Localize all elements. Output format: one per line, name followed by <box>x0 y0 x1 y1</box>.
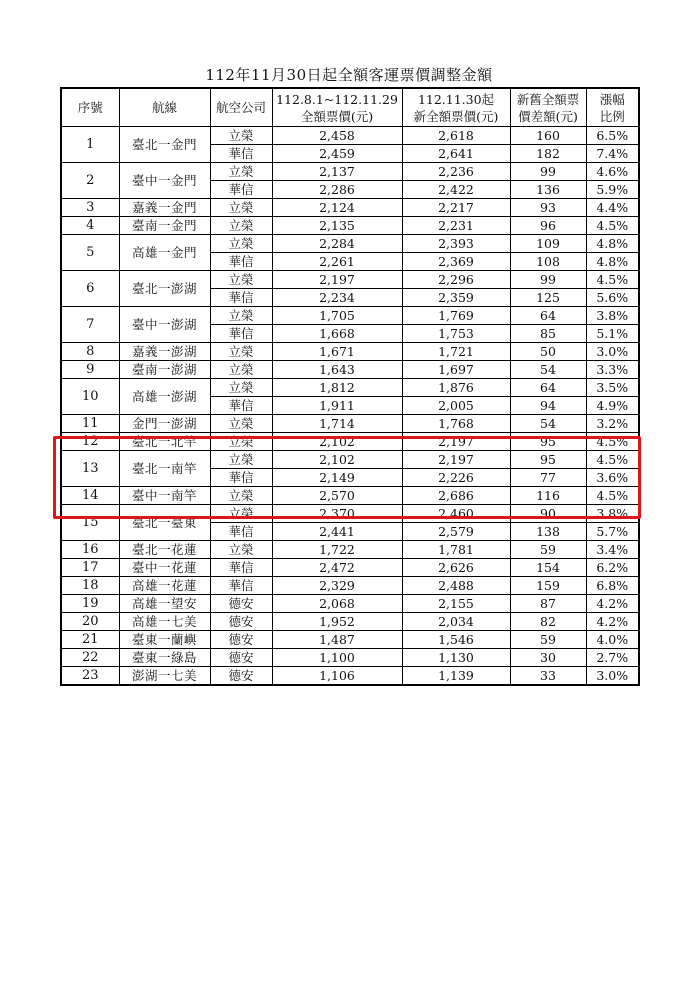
route-cell: 臺北一金門 <box>119 127 210 163</box>
seq-cell: 23 <box>61 667 119 686</box>
airline-cell: 立榮 <box>210 235 272 253</box>
old-fare-cell: 2,068 <box>272 595 402 613</box>
seq-cell: 14 <box>61 487 119 505</box>
new-fare-cell: 2,296 <box>402 271 510 289</box>
table-row <box>61 451 639 469</box>
ratio-cell: 4.5% <box>586 433 639 451</box>
airline-cell: 德安 <box>210 667 272 686</box>
airline-cell: 立榮 <box>210 361 272 379</box>
new-fare-cell: 1,768 <box>402 415 510 433</box>
ratio-cell: 4.0% <box>586 631 639 649</box>
difference-cell: 138 <box>510 523 586 541</box>
difference-cell: 54 <box>510 415 586 433</box>
old-fare-cell: 1,812 <box>272 379 402 397</box>
ratio-cell: 3.8% <box>586 505 639 523</box>
old-fare-cell: 2,102 <box>272 433 402 451</box>
airline-cell: 立榮 <box>210 415 272 433</box>
header-old-fare-line2: 全額票價(元) <box>300 108 374 124</box>
airline-cell: 立榮 <box>210 163 272 181</box>
table-row <box>61 271 639 289</box>
old-fare-cell: 2,284 <box>272 235 402 253</box>
seq-cell: 11 <box>61 415 119 433</box>
ratio-cell: 4.8% <box>586 235 639 253</box>
old-fare-cell: 1,487 <box>272 631 402 649</box>
difference-cell: 125 <box>510 289 586 307</box>
difference-cell: 85 <box>510 325 586 343</box>
table-row <box>61 631 639 649</box>
airline-cell: 立榮 <box>210 505 272 523</box>
ratio-cell: 3.5% <box>586 379 639 397</box>
difference-cell: 99 <box>510 271 586 289</box>
header-airline: 航空公司 <box>210 88 272 127</box>
route-cell: 高雄一望安 <box>119 595 210 613</box>
old-fare-cell: 1,722 <box>272 541 402 559</box>
table-row <box>61 379 639 397</box>
difference-cell: 59 <box>510 541 586 559</box>
seq-cell: 16 <box>61 541 119 559</box>
airline-cell: 立榮 <box>210 217 272 235</box>
header-increase-ratio <box>586 88 639 127</box>
ratio-cell: 4.5% <box>586 451 639 469</box>
old-fare-cell: 2,472 <box>272 559 402 577</box>
ratio-cell: 6.2% <box>586 559 639 577</box>
new-fare-cell: 2,217 <box>402 199 510 217</box>
table-body <box>61 127 639 686</box>
old-fare-cell: 2,197 <box>272 271 402 289</box>
difference-cell: 159 <box>510 577 586 595</box>
difference-cell: 90 <box>510 505 586 523</box>
new-fare-cell: 2,226 <box>402 469 510 487</box>
seq-cell: 1 <box>61 127 119 163</box>
difference-cell: 154 <box>510 559 586 577</box>
route-cell: 臺北一南竿 <box>119 451 210 487</box>
table-row <box>61 649 639 667</box>
fare-adjustment-table <box>60 87 640 686</box>
table-row <box>61 559 639 577</box>
new-fare-cell: 2,359 <box>402 289 510 307</box>
table-row <box>61 595 639 613</box>
table-header-row <box>61 88 639 127</box>
seq-cell: 2 <box>61 163 119 199</box>
airline-cell: 立榮 <box>210 487 272 505</box>
difference-cell: 95 <box>510 451 586 469</box>
seq-cell: 20 <box>61 613 119 631</box>
old-fare-cell: 2,102 <box>272 451 402 469</box>
difference-cell: 94 <box>510 397 586 415</box>
airline-cell: 立榮 <box>210 541 272 559</box>
old-fare-cell: 2,137 <box>272 163 402 181</box>
difference-cell: 93 <box>510 199 586 217</box>
airline-cell: 立榮 <box>210 199 272 217</box>
new-fare-cell: 2,641 <box>402 145 510 163</box>
difference-cell: 95 <box>510 433 586 451</box>
new-fare-cell: 2,231 <box>402 217 510 235</box>
header-route: 航線 <box>119 88 210 127</box>
new-fare-cell: 2,618 <box>402 127 510 145</box>
table-row <box>61 217 639 235</box>
seq-cell: 21 <box>61 631 119 649</box>
new-fare-cell: 2,005 <box>402 397 510 415</box>
new-fare-cell: 2,686 <box>402 487 510 505</box>
ratio-cell: 6.8% <box>586 577 639 595</box>
old-fare-cell: 1,671 <box>272 343 402 361</box>
new-fare-cell: 2,460 <box>402 505 510 523</box>
airline-cell: 華信 <box>210 145 272 163</box>
airline-cell: 立榮 <box>210 127 272 145</box>
route-cell: 臺中一澎湖 <box>119 307 210 343</box>
difference-cell: 116 <box>510 487 586 505</box>
new-fare-cell: 2,393 <box>402 235 510 253</box>
airline-cell: 華信 <box>210 577 272 595</box>
ratio-cell: 4.9% <box>586 397 639 415</box>
route-cell: 臺北一花蓮 <box>119 541 210 559</box>
difference-cell: 82 <box>510 613 586 631</box>
header-new-fare-line2: 新全額票價(元) <box>413 108 499 124</box>
route-cell: 臺中一金門 <box>119 163 210 199</box>
old-fare-cell: 1,668 <box>272 325 402 343</box>
route-cell: 高雄一花蓮 <box>119 577 210 595</box>
ratio-cell: 4.5% <box>586 217 639 235</box>
new-fare-cell: 2,369 <box>402 253 510 271</box>
header-ratio-line2: 比例 <box>599 108 625 124</box>
ratio-cell: 7.4% <box>586 145 639 163</box>
table-row <box>61 235 639 253</box>
table-row <box>61 127 639 145</box>
airline-cell: 德安 <box>210 595 272 613</box>
new-fare-cell: 2,034 <box>402 613 510 631</box>
seq-cell: 7 <box>61 307 119 343</box>
ratio-cell: 5.1% <box>586 325 639 343</box>
old-fare-cell: 2,261 <box>272 253 402 271</box>
seq-cell: 19 <box>61 595 119 613</box>
old-fare-cell: 1,705 <box>272 307 402 325</box>
difference-cell: 136 <box>510 181 586 199</box>
old-fare-cell: 2,329 <box>272 577 402 595</box>
seq-cell: 8 <box>61 343 119 361</box>
old-fare-cell: 2,459 <box>272 145 402 163</box>
difference-cell: 87 <box>510 595 586 613</box>
ratio-cell: 3.6% <box>586 469 639 487</box>
airline-cell: 華信 <box>210 397 272 415</box>
route-cell: 高雄一金門 <box>119 235 210 271</box>
new-fare-cell: 1,139 <box>402 667 510 686</box>
new-fare-cell: 2,579 <box>402 523 510 541</box>
new-fare-cell: 1,546 <box>402 631 510 649</box>
difference-cell: 77 <box>510 469 586 487</box>
airline-cell: 立榮 <box>210 433 272 451</box>
new-fare-cell: 2,236 <box>402 163 510 181</box>
airline-cell: 立榮 <box>210 451 272 469</box>
route-cell: 臺東一綠島 <box>119 649 210 667</box>
ratio-cell: 4.4% <box>586 199 639 217</box>
old-fare-cell: 2,286 <box>272 181 402 199</box>
route-cell: 高雄一澎湖 <box>119 379 210 415</box>
old-fare-cell: 1,714 <box>272 415 402 433</box>
header-difference-line2: 價差額(元) <box>518 108 578 124</box>
route-cell: 嘉義一澎湖 <box>119 343 210 361</box>
route-cell: 臺東一蘭嶼 <box>119 631 210 649</box>
table-row <box>61 307 639 325</box>
difference-cell: 64 <box>510 379 586 397</box>
difference-cell: 64 <box>510 307 586 325</box>
table-row <box>61 667 639 686</box>
route-cell: 高雄一七美 <box>119 613 210 631</box>
new-fare-cell: 1,781 <box>402 541 510 559</box>
table-row <box>61 415 639 433</box>
difference-cell: 33 <box>510 667 586 686</box>
airline-cell: 華信 <box>210 559 272 577</box>
old-fare-cell: 1,100 <box>272 649 402 667</box>
table-row <box>61 505 639 523</box>
ratio-cell: 4.5% <box>586 487 639 505</box>
table-row <box>61 433 639 451</box>
new-fare-cell: 2,488 <box>402 577 510 595</box>
route-cell: 臺北一澎湖 <box>119 271 210 307</box>
header-old-fare-line1: 112.8.1~112.11.29 <box>276 91 398 107</box>
airline-cell: 華信 <box>210 469 272 487</box>
old-fare-cell: 1,911 <box>272 397 402 415</box>
old-fare-cell: 2,124 <box>272 199 402 217</box>
seq-cell: 13 <box>61 451 119 487</box>
ratio-cell: 3.4% <box>586 541 639 559</box>
difference-cell: 59 <box>510 631 586 649</box>
new-fare-cell: 2,422 <box>402 181 510 199</box>
route-cell: 金門一澎湖 <box>119 415 210 433</box>
route-cell: 嘉義一金門 <box>119 199 210 217</box>
page-title: 112年11月30日起全額客運票價調整金額 <box>205 66 493 84</box>
header-new-fare <box>402 88 510 127</box>
new-fare-cell: 2,626 <box>402 559 510 577</box>
ratio-cell: 4.2% <box>586 595 639 613</box>
airline-cell: 立榮 <box>210 343 272 361</box>
ratio-cell: 5.9% <box>586 181 639 199</box>
new-fare-cell: 1,697 <box>402 361 510 379</box>
ratio-cell: 4.2% <box>586 613 639 631</box>
seq-cell: 18 <box>61 577 119 595</box>
new-fare-cell: 1,721 <box>402 343 510 361</box>
new-fare-cell: 2,197 <box>402 451 510 469</box>
seq-cell: 22 <box>61 649 119 667</box>
table-row <box>61 163 639 181</box>
ratio-cell: 4.8% <box>586 253 639 271</box>
ratio-cell: 3.3% <box>586 361 639 379</box>
old-fare-cell: 2,149 <box>272 469 402 487</box>
old-fare-cell: 2,441 <box>272 523 402 541</box>
table-row <box>61 541 639 559</box>
airline-cell: 德安 <box>210 613 272 631</box>
airline-cell: 華信 <box>210 289 272 307</box>
airline-cell: 華信 <box>210 325 272 343</box>
airline-cell: 立榮 <box>210 379 272 397</box>
table-row <box>61 577 639 595</box>
route-cell: 臺南一澎湖 <box>119 361 210 379</box>
old-fare-cell: 1,952 <box>272 613 402 631</box>
new-fare-cell: 1,876 <box>402 379 510 397</box>
header-difference <box>510 88 586 127</box>
difference-cell: 182 <box>510 145 586 163</box>
header-ratio-line1: 漲幅 <box>599 91 625 107</box>
ratio-cell: 3.8% <box>586 307 639 325</box>
seq-cell: 15 <box>61 505 119 541</box>
airline-cell: 立榮 <box>210 271 272 289</box>
seq-cell: 5 <box>61 235 119 271</box>
difference-cell: 54 <box>510 361 586 379</box>
seq-cell: 4 <box>61 217 119 235</box>
ratio-cell: 2.7% <box>586 649 639 667</box>
difference-cell: 109 <box>510 235 586 253</box>
new-fare-cell: 2,197 <box>402 433 510 451</box>
difference-cell: 30 <box>510 649 586 667</box>
seq-cell: 17 <box>61 559 119 577</box>
new-fare-cell: 1,769 <box>402 307 510 325</box>
ratio-cell: 4.6% <box>586 163 639 181</box>
seq-cell: 3 <box>61 199 119 217</box>
airline-cell: 華信 <box>210 523 272 541</box>
header-old-fare <box>272 88 402 127</box>
seq-cell: 9 <box>61 361 119 379</box>
old-fare-cell: 1,643 <box>272 361 402 379</box>
header-difference-line1: 新舊全額票 <box>516 91 580 107</box>
difference-cell: 96 <box>510 217 586 235</box>
header-new-fare-line1: 112.11.30起 <box>417 91 495 107</box>
new-fare-cell: 1,130 <box>402 649 510 667</box>
old-fare-cell: 2,135 <box>272 217 402 235</box>
route-cell: 臺中一花蓮 <box>119 559 210 577</box>
header-seq: 序號 <box>61 88 119 127</box>
airline-cell: 立榮 <box>210 307 272 325</box>
ratio-cell: 6.5% <box>586 127 639 145</box>
ratio-cell: 5.7% <box>586 523 639 541</box>
route-cell: 臺北一北竿 <box>119 433 210 451</box>
airline-cell: 德安 <box>210 631 272 649</box>
seq-cell: 6 <box>61 271 119 307</box>
route-cell: 臺中一南竿 <box>119 487 210 505</box>
ratio-cell: 3.0% <box>586 343 639 361</box>
ratio-cell: 5.6% <box>586 289 639 307</box>
airline-cell: 華信 <box>210 181 272 199</box>
ratio-cell: 3.0% <box>586 667 639 686</box>
seq-cell: 12 <box>61 433 119 451</box>
route-cell: 澎湖一七美 <box>119 667 210 686</box>
difference-cell: 108 <box>510 253 586 271</box>
route-cell: 臺北一臺東 <box>119 505 210 541</box>
table-row <box>61 361 639 379</box>
airline-cell: 華信 <box>210 253 272 271</box>
table-row <box>61 487 639 505</box>
difference-cell: 50 <box>510 343 586 361</box>
old-fare-cell: 2,234 <box>272 289 402 307</box>
old-fare-cell: 2,570 <box>272 487 402 505</box>
route-cell: 臺南一金門 <box>119 217 210 235</box>
difference-cell: 160 <box>510 127 586 145</box>
ratio-cell: 3.2% <box>586 415 639 433</box>
ratio-cell: 4.5% <box>586 271 639 289</box>
table-row <box>61 199 639 217</box>
difference-cell: 99 <box>510 163 586 181</box>
old-fare-cell: 2,370 <box>272 505 402 523</box>
airline-cell: 德安 <box>210 649 272 667</box>
old-fare-cell: 1,106 <box>272 667 402 686</box>
new-fare-cell: 1,753 <box>402 325 510 343</box>
table-row <box>61 613 639 631</box>
old-fare-cell: 2,458 <box>272 127 402 145</box>
table-row <box>61 343 639 361</box>
new-fare-cell: 2,155 <box>402 595 510 613</box>
seq-cell: 10 <box>61 379 119 415</box>
